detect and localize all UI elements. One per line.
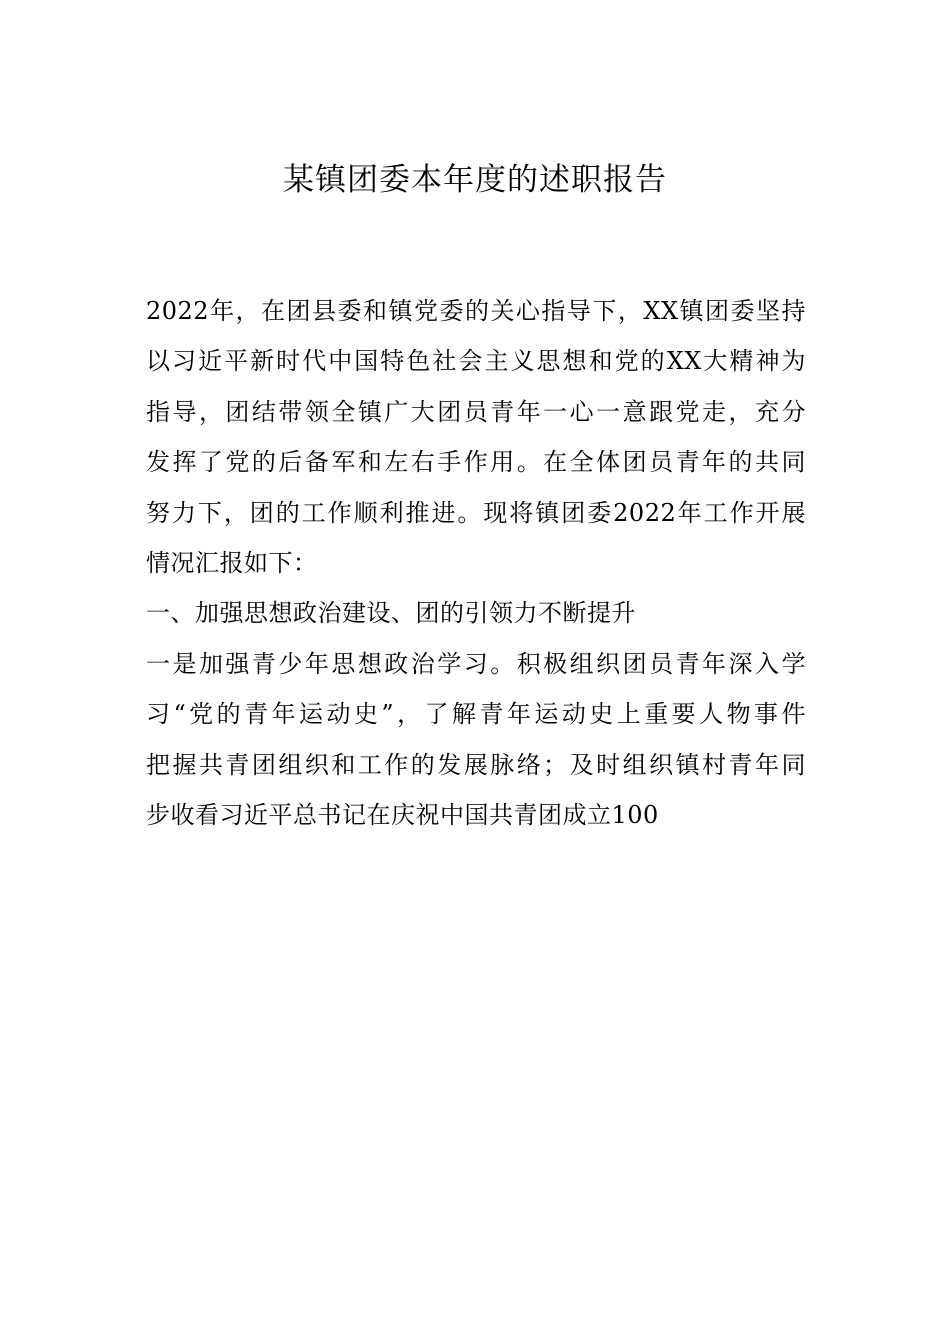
paragraph-line: 发挥了党的后备军和左右手作用。在全体团员青年的共同	[146, 448, 806, 477]
paragraph-line: 2022年，在团县委和镇党委的关心指导下，XX镇团委坚持	[146, 297, 806, 325]
paragraph-line: 情况汇报如下：	[146, 548, 318, 577]
document-title: 某镇团委本年度的述职报告	[283, 162, 667, 198]
paragraph-line: 习“党的青年运动史”，了解青年运动史上重要人物事件	[146, 700, 806, 729]
section-heading: 一、加强思想政治建设、团的引领力不断提升	[146, 599, 636, 628]
paragraph-line: 指导，团结带领全镇广大团员青年一心一意跟党走，充分	[146, 397, 806, 426]
paragraph-line: 一是加强青少年思想政治学习。积极组织团员青年深入学	[146, 649, 806, 678]
paragraph-line: 努力下，团的工作顺利推进。现将镇团委2022年工作开展	[146, 498, 806, 527]
paragraph-line: 把握共青团组织和工作的发展脉络；及时组织镇村青年同	[146, 750, 806, 779]
document-body	[146, 286, 806, 840]
paragraph-line: 以习近平新时代中国特色社会主义思想和党的XX大精神为	[146, 347, 806, 376]
paragraph-line: 步收看习近平总书记在庆祝中国共青团成立100	[146, 800, 659, 829]
